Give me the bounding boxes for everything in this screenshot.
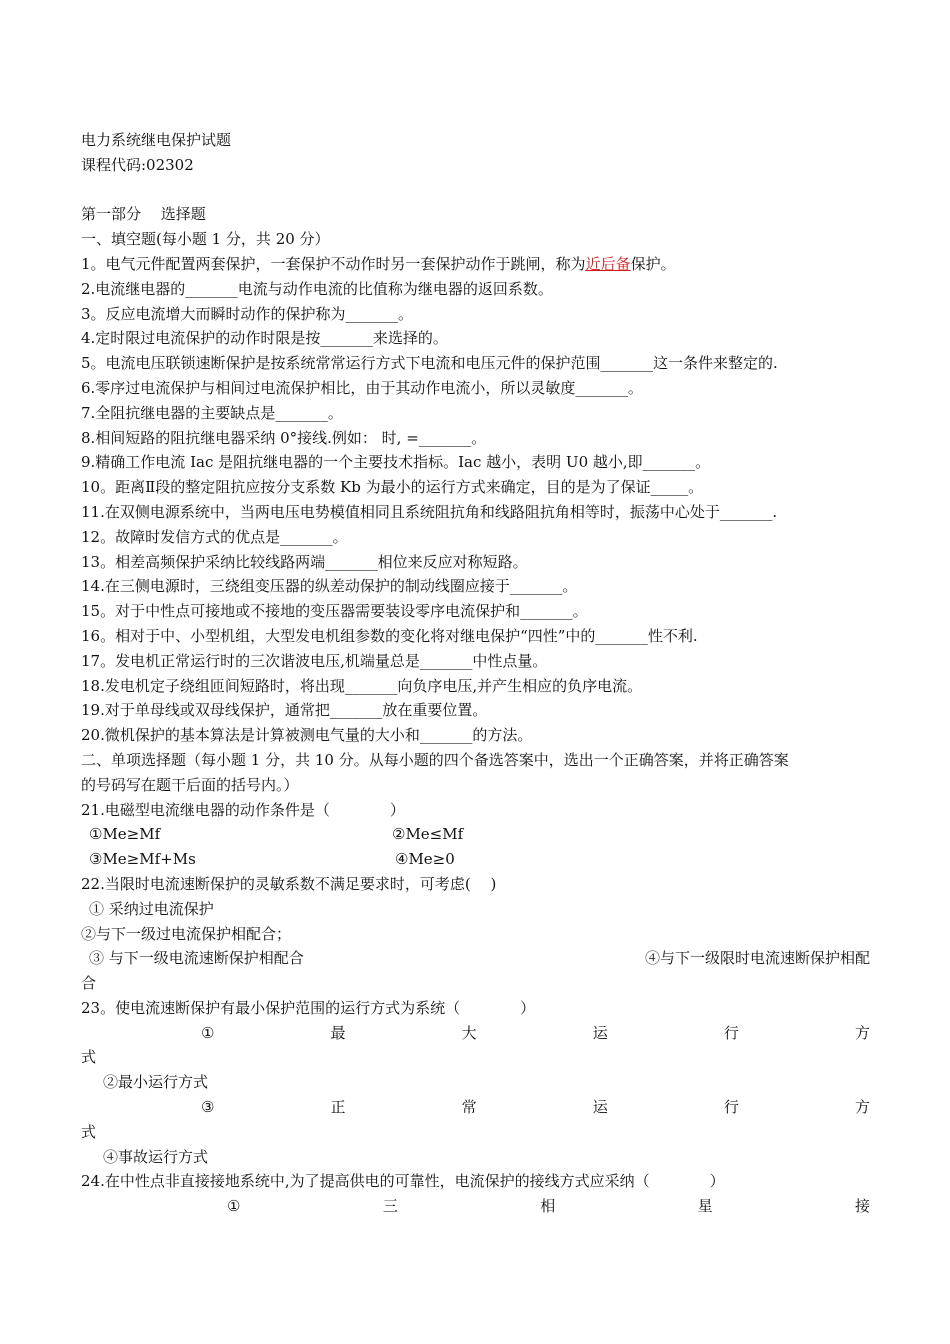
q23-option-1-char: 最 <box>330 1023 346 1042</box>
q23-option-1 <box>81 1021 870 1046</box>
q23-option-3-char: 方 <box>854 1098 870 1117</box>
question-24: 24.在中性点非直接接地系统中,为了提高供电的可靠性，电流保护的接线方式应采纳（ ） <box>81 1172 725 1191</box>
q22-option-4: ④与下一级限时电流速断保护相配 <box>644 949 870 968</box>
q21-option-3: ③Me≥Mf+Ms <box>89 850 196 869</box>
question-1-text: 1。电气元件配置两套保护，一套保护不动作时另一套保护动作于跳闸，称为 <box>81 254 586 273</box>
question-17: 17。发电机正常运行时的三次谐波电压,机端量总是_______中性点量。 <box>81 651 548 670</box>
blank-line <box>81 178 870 203</box>
question-18: 18.发电机定子绕组匝间短路时，将出现_______向负序电压,并产生相应的负序电流。 <box>81 676 643 695</box>
question-3: 3。反应电流增大而瞬时动作的保护称为_______。 <box>81 304 414 323</box>
q23-option-1-wrap: 式 <box>81 1048 97 1067</box>
question-11: 11.在双侧电源系统中，当两电压电势模值相同且系统阻抗角和线路阻抗角相等时，振荡中心处于_______. <box>81 502 778 521</box>
q23-option-3-char: 正 <box>330 1098 346 1117</box>
question-5: 5。电流电压联锁速断保护是按系统常常运行方式下电流和电压元件的保护范围_______这一条件来整定的. <box>81 354 778 373</box>
q23-option-3-char: 行 <box>723 1098 739 1117</box>
q21-option-4: ④Me≥0 <box>395 850 455 869</box>
q24-option-1-char: 星 <box>697 1197 713 1216</box>
q21-option-1: ①Me≥Mf <box>89 825 161 844</box>
q23-option-3 <box>81 1095 870 1120</box>
q22-option-3: ③ 与下一级电流速断保护相配合 <box>89 949 304 968</box>
q23-option-3-char: 运 <box>592 1098 608 1117</box>
question-6: 6.零序过电流保护与相间过电流保护相比，由于其动作电流小，所以灵敏度_______。 <box>81 378 643 397</box>
section-heading-choice: 二、单项选择题（每小题 1 分，共 10 分。从每小题的四个备选答案中，选出一个正确答案，并将正确答案 <box>81 750 789 769</box>
course-code: 课程代码:02302 <box>81 155 194 174</box>
exam-content <box>81 128 870 1219</box>
q23-option-1-char: 方 <box>854 1023 870 1042</box>
question-8: 8.相间短路的阻抗继电器采纳 0°接线.例如： 时, =_______。 <box>81 428 487 447</box>
q24-option-1-char: 接 <box>854 1197 870 1216</box>
question-2: 2.电流继电器的_______电流与动作电流的比值称为继电器的返回系数。 <box>81 279 553 298</box>
question-22-options-row <box>81 946 870 971</box>
q23-option-2: ②最小运行方式 <box>103 1073 209 1092</box>
question-21-options-row2 <box>81 847 870 872</box>
q23-option-3-char: ③ <box>201 1098 215 1117</box>
q23-option-3-wrap: 式 <box>81 1122 97 1141</box>
q22-option-1: ① 采纳过电流保护 <box>89 899 214 918</box>
document-title: 电力系统继电保护试题 <box>81 131 232 149</box>
question-14: 14.在三侧电源时，三绕组变压器的纵差动保护的制动线圈应接于_______。 <box>81 577 578 596</box>
q24-option-1-char: 相 <box>540 1197 556 1216</box>
question-12: 12。故障时发信方式的优点是_______。 <box>81 527 348 546</box>
part-heading: 第一部分 选择题 <box>81 205 206 224</box>
question-15: 15。对于中性点可接地或不接地的变压器需要装设零序电流保护和_______。 <box>81 602 588 621</box>
question-9: 9.精确工作电流 Iac 是阻抗继电器的一个主要技术指标。Iac 越小，表明 U0 越小,即_______。 <box>81 453 711 472</box>
q23-option-4: ④事故运行方式 <box>103 1147 209 1166</box>
q24-option-1 <box>81 1194 870 1219</box>
question-22: 22.当限时电流速断保护的灵敏系数不满足要求时，可考虑( ) <box>81 874 497 893</box>
question-1 <box>81 252 870 277</box>
question-19: 19.对于单母线或双母线保护，通常把_______放在重要位置。 <box>81 701 488 720</box>
section-heading-choice-cont: 的号码写在题干后面的括号内。） <box>81 775 299 794</box>
question-10: 10。距离Ⅱ段的整定阻抗应按分支系数 Kb 为最小的运行方式来确定，目的是为了保证_____。 <box>81 478 704 497</box>
q23-option-3-char: 常 <box>461 1098 477 1117</box>
q22-option-4-wrap: 合 <box>81 974 97 993</box>
question-7: 7.全阻抗继电器的主要缺点是_______。 <box>81 403 343 422</box>
q22-option-2: ②与下一级过电流保护相配合； <box>81 924 292 943</box>
question-16: 16。相对于中、小型机组，大型发电机组参数的变化将对继电保护“四性”中的_______性不利. <box>81 626 698 645</box>
q23-option-1-char: ① <box>201 1023 215 1042</box>
question-21-options-row1 <box>81 822 870 847</box>
q24-option-1-char: 三 <box>382 1197 398 1216</box>
question-21: 21.电磁型电流继电器的动作条件是（ ） <box>81 800 405 819</box>
q23-option-1-char: 运 <box>592 1023 608 1042</box>
section-heading-fill-in: 一、填空题(每小题 1 分，共 20 分） <box>81 230 330 249</box>
q21-option-2: ②Me≤Mf <box>392 825 464 844</box>
q24-option-1-char: ① <box>227 1197 241 1216</box>
question-13: 13。相差高频保护采纳比较线路两端_______相位来反应对称短路。 <box>81 552 528 571</box>
question-20: 20.微机保护的基本算法是计算被测电气量的大小和_______的方法。 <box>81 726 533 745</box>
q23-option-1-char: 行 <box>723 1023 739 1042</box>
question-1-end: 保护。 <box>630 254 676 273</box>
q23-option-1-char: 大 <box>461 1023 477 1042</box>
question-23: 23。使电流速断保护有最小保护范围的运行方式为系统（ ） <box>81 998 536 1017</box>
question-4: 4.定时限过电流保护的动作时限是按_______来选择的。 <box>81 329 448 348</box>
question-1-answer: 近后备 <box>585 254 631 273</box>
